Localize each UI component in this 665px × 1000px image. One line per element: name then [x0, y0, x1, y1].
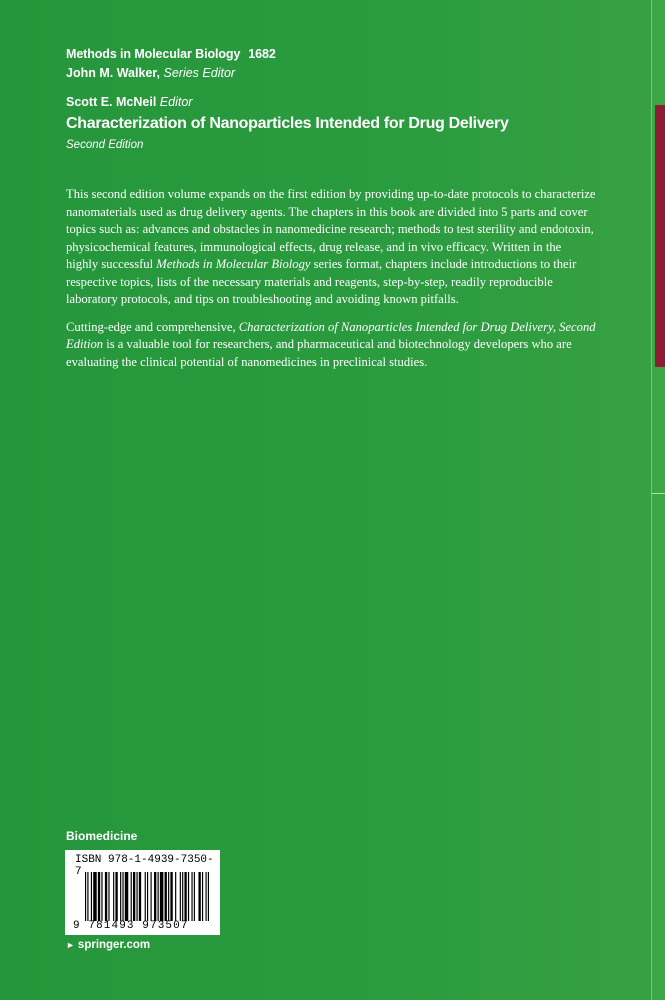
- barcode-bar: [154, 872, 156, 921]
- barcode-bar: [168, 872, 169, 921]
- barcode-bar: [184, 872, 186, 921]
- book-title: Characterization of Nanoparticles Intended for Drug Delivery: [66, 115, 509, 132]
- barcode-bar: [115, 872, 117, 921]
- series-name: Methods in Molecular Biology: [66, 47, 241, 61]
- description-text: Cutting-edge and comprehensive,: [66, 319, 239, 334]
- barcode-bar: [91, 872, 92, 921]
- description-text: series format, chapters include introductions to their respective topics, lists of the necessary materials and reagents, step-by-step, readily reproducible laboratory protocols, and tips on troubleshooting and avoiding known pitfalls.: [66, 257, 577, 306]
- barcode-bar: [113, 872, 114, 921]
- barcode-bar: [101, 872, 102, 921]
- isbn-label: ISBN 978-1-4939-7350-7: [75, 854, 214, 878]
- spine-tick-mark: [652, 493, 665, 494]
- barcode-bar: [108, 872, 109, 921]
- barcode-bar: [158, 872, 159, 921]
- book-edition: Second Edition: [66, 139, 144, 151]
- barcode-bar: [191, 872, 192, 921]
- description-paragraph-2: [66, 319, 596, 372]
- barcode-bar: [182, 872, 183, 921]
- barcode-bar: [133, 872, 135, 921]
- book-editor: [66, 95, 192, 109]
- barcode-bar: [85, 872, 86, 921]
- barcode-bar: [105, 872, 107, 921]
- website-url: springer.com: [77, 939, 151, 951]
- barcode-bar: [93, 872, 97, 921]
- spine-color-band: [655, 105, 665, 367]
- barcode-bar: [175, 872, 176, 921]
- editor-role: Editor: [159, 95, 193, 109]
- series-reference: Methods in Molecular Biology: [156, 257, 311, 271]
- barcode-bar: [98, 872, 100, 921]
- barcode-digits: 9 781493 973507: [73, 920, 189, 932]
- barcode-bar: [87, 872, 88, 921]
- barcode-bar: [170, 872, 172, 921]
- publisher-website: [66, 939, 150, 951]
- spine-divider: [651, 0, 652, 1000]
- barcode-bar: [147, 872, 148, 921]
- barcode-bar: [194, 872, 195, 921]
- editor-name: Scott E. McNeil: [66, 95, 157, 109]
- book-description: [66, 186, 596, 381]
- series-editor-name: John M. Walker,: [66, 66, 161, 80]
- barcode-bar: [125, 872, 129, 921]
- subject-category: Biomedicine: [66, 829, 138, 843]
- description-text: This second edition volume expands on the first edition by providing up-to-date protocols to characterize nanomaterials used as drug delivery agents. The chapters in this book are divided into 5 parts and cover topics such as: advances and obstacles in nanomedicine research; methods to test sterility and endotoxin, physicochemical features, immunological effects, drug release, and in vivo efficacy. Written in the highly successful: [66, 187, 596, 271]
- barcode-bar: [131, 872, 132, 921]
- barcode-bar: [198, 872, 200, 921]
- barcode-bar: [208, 872, 209, 921]
- barcode-bar: [139, 872, 141, 921]
- barcode-bar: [136, 872, 137, 921]
- title-reference: Characterization of Nanoparticles Intended for Drug Delivery, Second Edition: [66, 319, 596, 351]
- barcode-bar: [205, 872, 206, 921]
- barcode-bar: [202, 872, 203, 921]
- description-text: is a valuable tool for researchers, and pharmaceutical and biotechnology developers who are evaluating the clinical potential of nanomedicines in preclinical studies.: [66, 337, 572, 369]
- barcode-bars: [85, 872, 209, 921]
- barcode-bar: [151, 872, 152, 921]
- series-editor: [66, 66, 235, 80]
- barcode-bar: [188, 872, 189, 921]
- barcode-bar: [165, 872, 167, 921]
- barcode-bar: [180, 872, 181, 921]
- series-title: [66, 47, 276, 61]
- arrow-icon: ►: [66, 940, 75, 950]
- barcode-bar: [120, 872, 121, 921]
- barcode-bar: [160, 872, 164, 921]
- description-paragraph-1: [66, 186, 596, 309]
- barcode-bar: [145, 872, 146, 921]
- series-editor-role: Series Editor: [163, 66, 236, 80]
- barcode-bar: [122, 872, 123, 921]
- isbn-barcode: [65, 850, 220, 935]
- series-number: 1682: [248, 47, 276, 61]
